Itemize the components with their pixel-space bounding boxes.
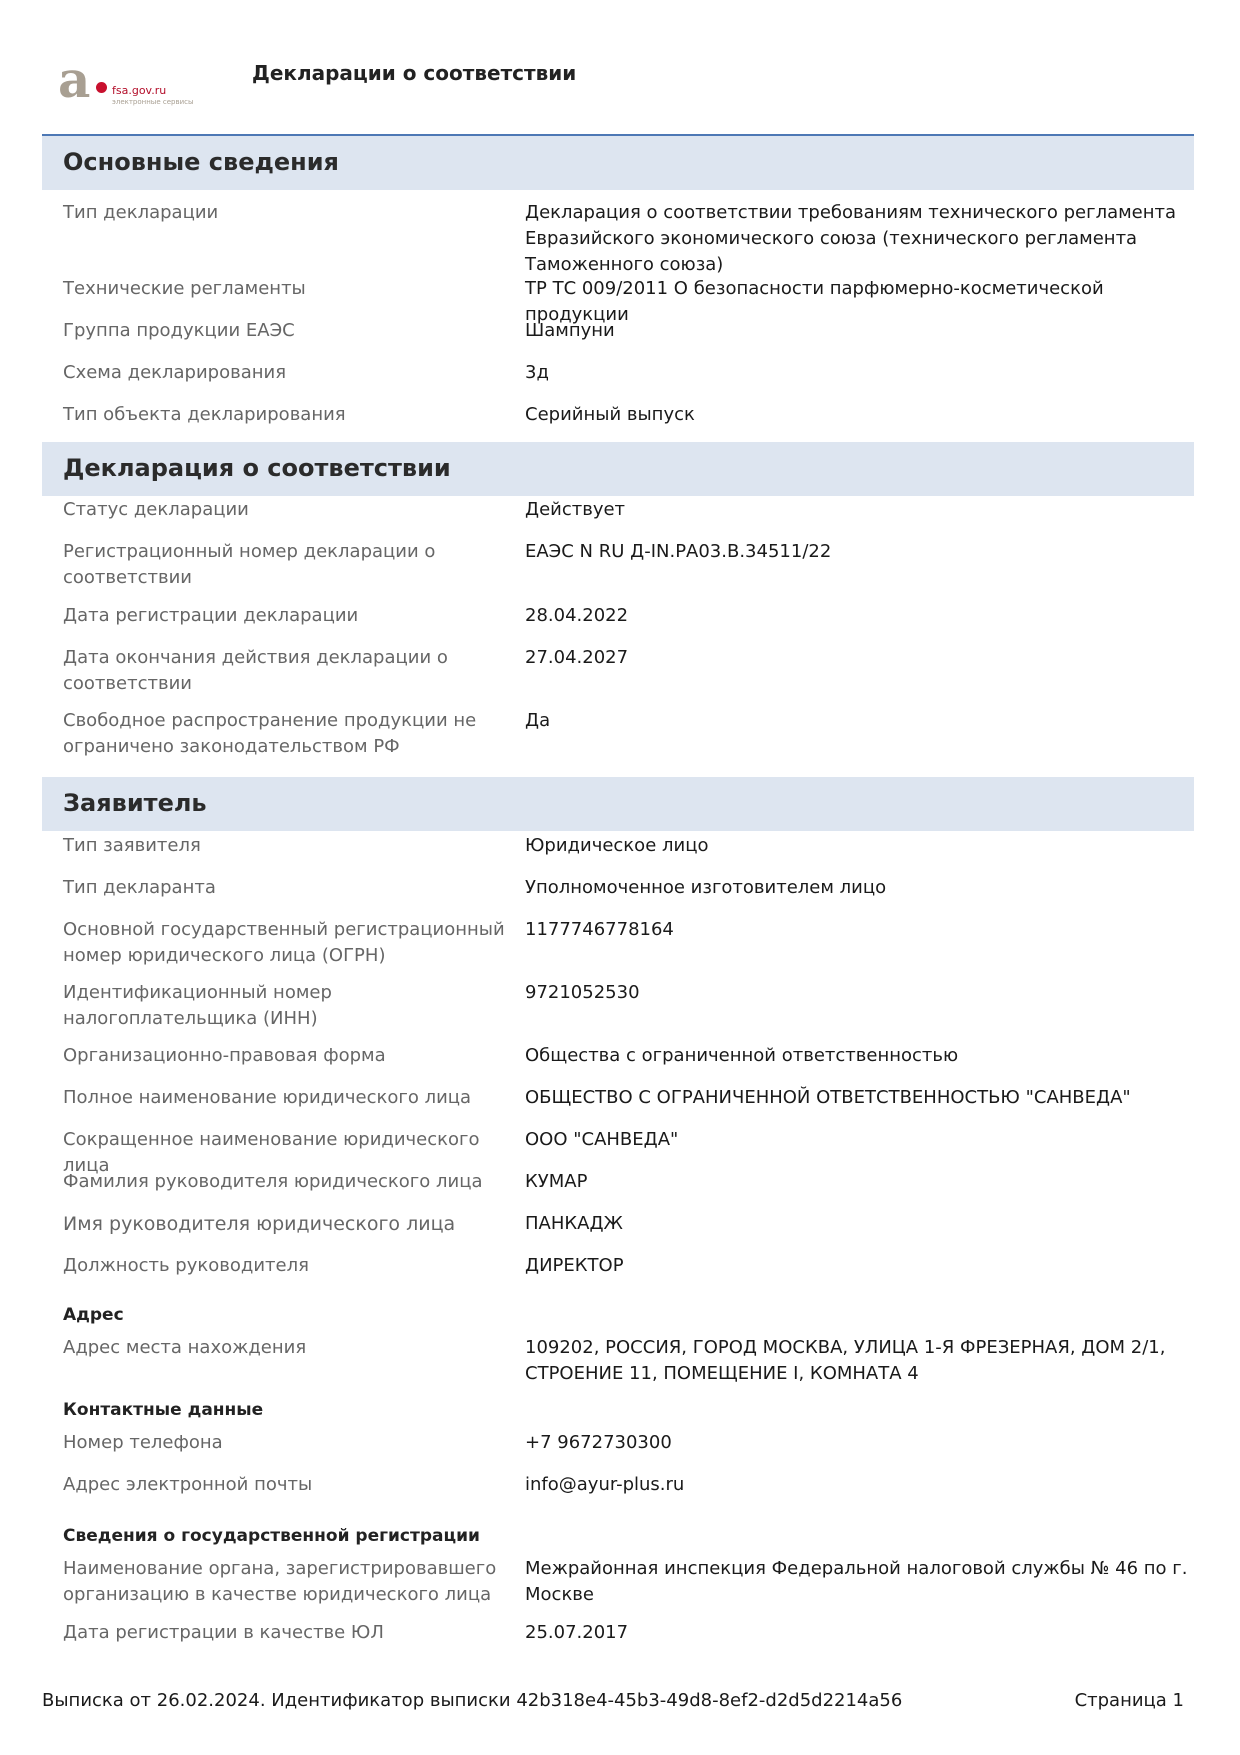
field-label: Тип декларации bbox=[63, 202, 219, 223]
section-basic-info bbox=[42, 136, 1194, 190]
field-value: 1177746778164 bbox=[525, 919, 674, 940]
section-title: Основные сведения bbox=[63, 148, 339, 176]
field-label: Идентификационный номер налогоплательщика (ИНН) bbox=[63, 982, 332, 1029]
field-value: Уполномоченное изготовителем лицо bbox=[525, 877, 887, 898]
extract-info: Выписка от 26.02.2024. Идентификатор выписки 42b318e4-45b3-49d8-8ef2-d2d5d2214a56 bbox=[42, 1690, 903, 1711]
field-label: Технические регламенты bbox=[63, 278, 306, 299]
field-value: Серийный выпуск bbox=[525, 404, 695, 425]
section-title: Заявитель bbox=[63, 789, 207, 817]
field-label: Номер телефона bbox=[63, 1432, 223, 1453]
field-label: Схема декларирования bbox=[63, 362, 287, 383]
page-number: Страница 1 bbox=[1074, 1690, 1184, 1711]
field-label: Тип декларанта bbox=[63, 877, 216, 898]
field-value: Действует bbox=[525, 499, 626, 520]
field-value: ПАНКАДЖ bbox=[525, 1213, 623, 1234]
field-label: Дата регистрации в качестве ЮЛ bbox=[63, 1622, 384, 1643]
field-label: Дата окончания действия декларации о соответствии bbox=[63, 647, 448, 694]
field-value: ТР ТС 009/2011 О безопасности парфюмерно-косметической продукции bbox=[525, 278, 1104, 325]
field-value: Шампуни bbox=[525, 320, 615, 341]
field-label: Дата регистрации декларации bbox=[63, 605, 359, 626]
registration-subtitle: Сведения о государственной регистрации bbox=[63, 1526, 480, 1546]
address-subtitle: Адрес bbox=[63, 1305, 124, 1325]
field-value: Да bbox=[525, 710, 551, 731]
field-label: Фамилия руководителя юридического лица bbox=[63, 1171, 483, 1192]
section-applicant bbox=[42, 777, 1194, 831]
field-value: Межрайонная инспекция Федеральной налоговой службы № 46 по г. Москве bbox=[525, 1558, 1188, 1605]
field-value: 3д bbox=[525, 362, 549, 383]
field-label: Тип заявителя bbox=[63, 835, 201, 856]
field-label: Наименование органа, зарегистрировавшего организацию в качестве юридического лица bbox=[63, 1558, 497, 1605]
field-value: Юридическое лицо bbox=[525, 835, 709, 856]
section-title: Декларация о соответствии bbox=[63, 454, 451, 482]
field-label: Группа продукции ЕАЭС bbox=[63, 320, 295, 341]
field-value: ООО "САНВЕДА" bbox=[525, 1129, 679, 1150]
field-value: 9721052530 bbox=[525, 982, 640, 1003]
field-label: Свободное распространение продукции не ограничено законодательством РФ bbox=[63, 710, 477, 757]
field-label: Полное наименование юридического лица bbox=[63, 1087, 472, 1108]
field-label: Статус декларации bbox=[63, 499, 249, 520]
contacts-subtitle: Контактные данные bbox=[63, 1400, 264, 1420]
logo-site-text: fsa.gov.ru bbox=[112, 84, 167, 97]
page-header bbox=[0, 0, 1240, 130]
field-value: КУМАР bbox=[525, 1171, 588, 1192]
field-label: Адрес электронной почты bbox=[63, 1474, 313, 1495]
field-value: 28.04.2022 bbox=[525, 605, 629, 626]
field-value: ДИРЕКТОР bbox=[525, 1255, 624, 1276]
field-label: Должность руководителя bbox=[63, 1255, 309, 1276]
field-value: Общества с ограниченной ответственностью bbox=[525, 1045, 959, 1066]
field-label: Адрес места нахождения bbox=[63, 1337, 307, 1358]
field-value: 27.04.2027 bbox=[525, 647, 629, 668]
phone-value: +7 9672730300 bbox=[525, 1432, 672, 1453]
email-value: info@ayur-plus.ru bbox=[525, 1474, 685, 1495]
field-value: 25.07.2017 bbox=[525, 1622, 629, 1643]
field-value: ОБЩЕСТВО С ОГРАНИЧЕННОЙ ОТВЕТСТВЕННОСТЬЮ "САНВЕДА" bbox=[525, 1087, 1131, 1108]
field-label: Имя руководителя юридического лица bbox=[63, 1213, 456, 1235]
field-label: Регистрационный номер декларации о соответствии bbox=[63, 541, 436, 588]
field-value: ЕАЭС N RU Д-IN.РА03.В.34511/22 bbox=[525, 541, 832, 562]
field-value: 109202, РОССИЯ, ГОРОД МОСКВА, УЛИЦА 1-Я ФРЕЗЕРНАЯ, ДОМ 2/1, СТРОЕНИЕ 11, ПОМЕЩЕНИЕ I, КОМНАТА 4 bbox=[525, 1337, 1166, 1384]
field-value: Декларация о соответствии требованиям технического регламента Евразийского экономического союза (технического регламента Таможенного союза) bbox=[525, 202, 1177, 275]
document-title: Декларации о соответствии bbox=[252, 61, 577, 85]
fsa-logo[interactable] bbox=[58, 50, 208, 112]
field-label: Тип объекта декларирования bbox=[63, 404, 346, 425]
logo-subtitle: электронные сервисы bbox=[112, 98, 194, 106]
logo-dot-icon bbox=[96, 82, 107, 93]
fsa-logo-mark-icon: a bbox=[58, 50, 91, 109]
section-declaration bbox=[42, 442, 1194, 496]
field-label: Организационно-правовая форма bbox=[63, 1045, 386, 1066]
field-label: Основной государственный регистрационный номер юридического лица (ОГРН) bbox=[63, 919, 505, 966]
field-label: Сокращенное наименование юридического лица bbox=[63, 1129, 480, 1176]
